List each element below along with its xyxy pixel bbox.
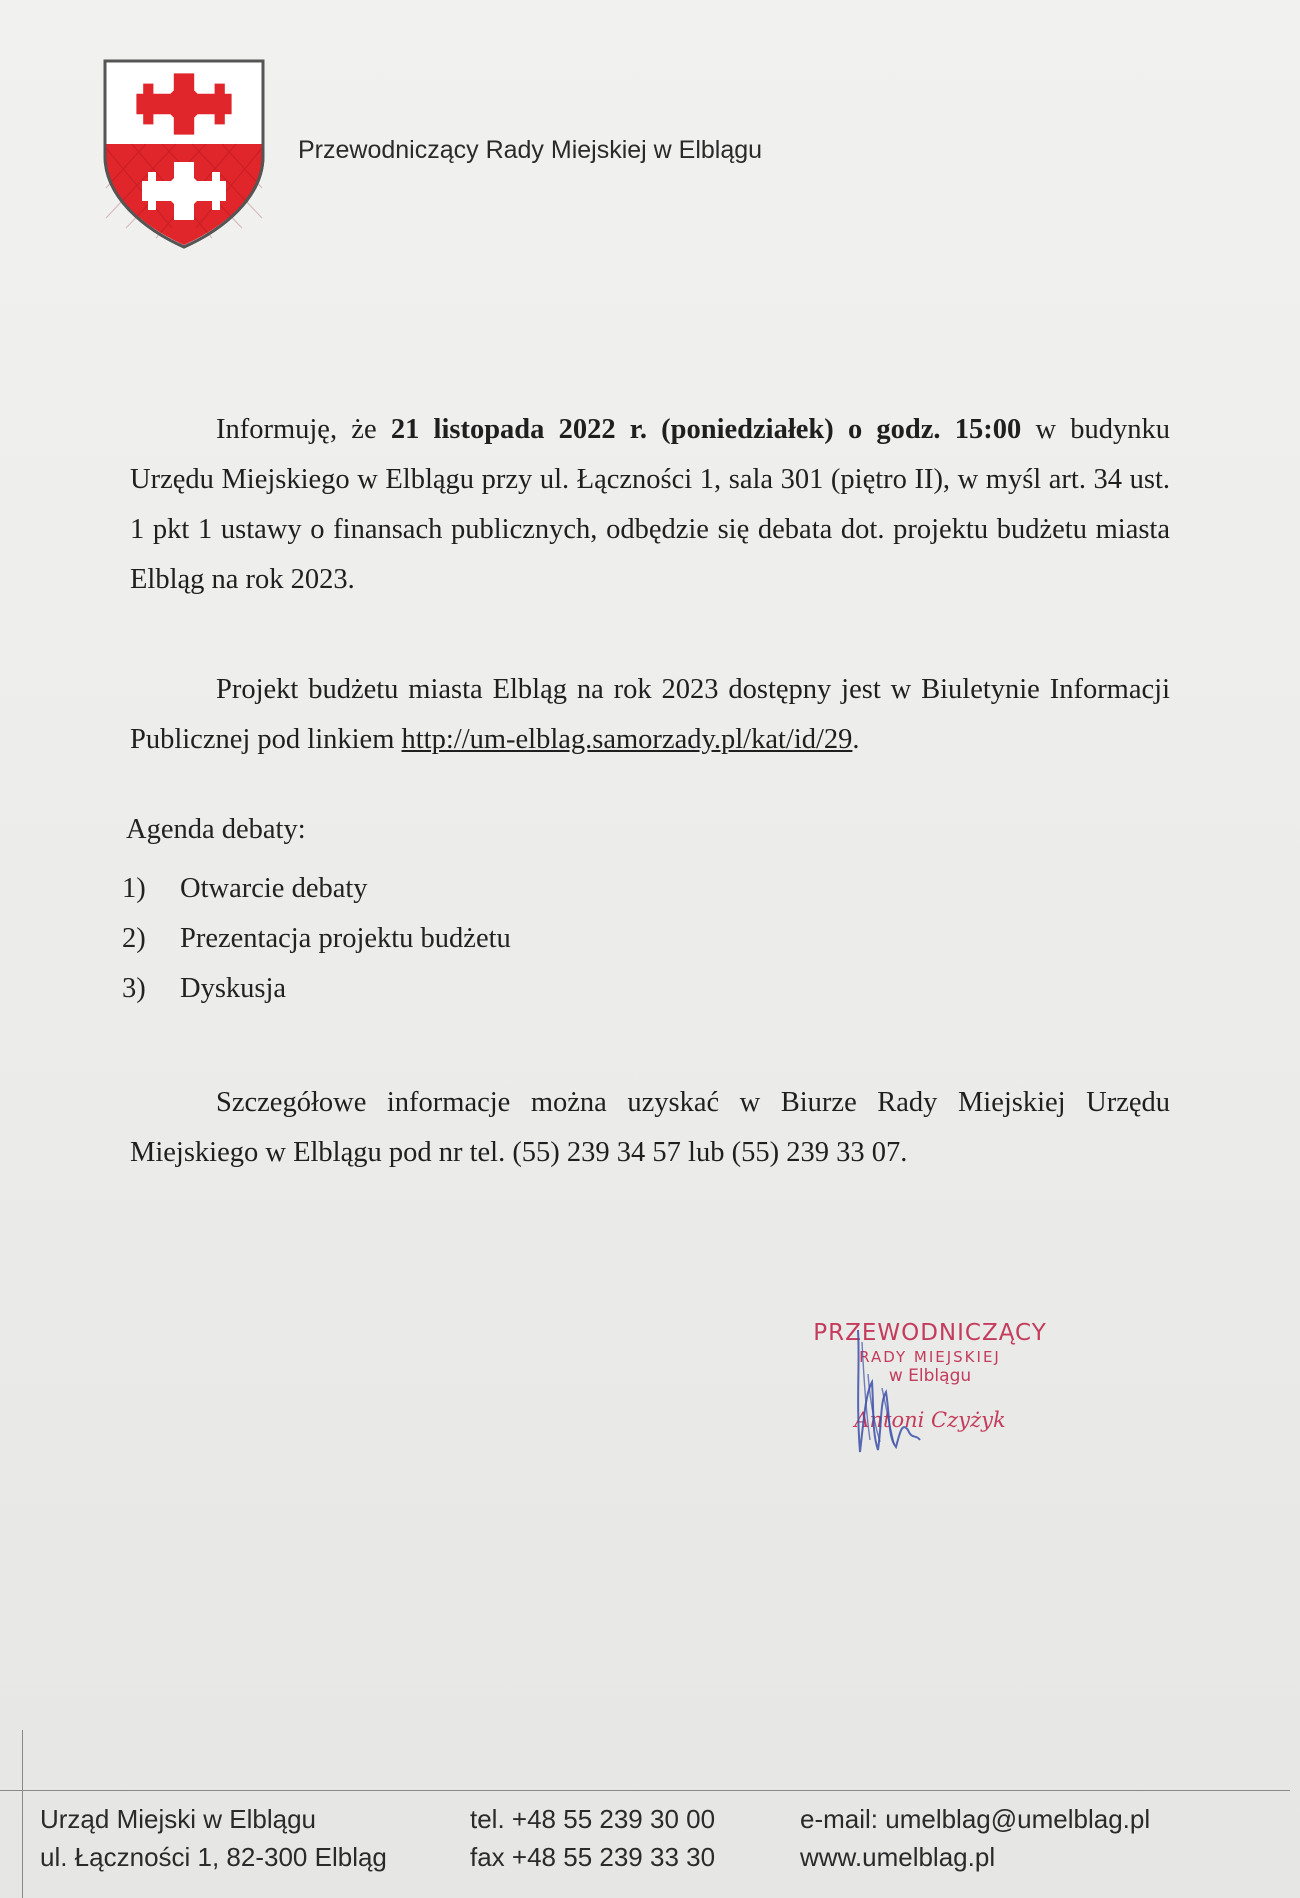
paragraph-budget-link bbox=[130, 665, 1170, 765]
paragraph3-text: Szczegółowe informacje można uzyskać w Biurze Rady Miejskiej Urzędu Miejskiego w Elblągu pod nr tel. (55) 239 34 57 lub (55) 239 33 07. bbox=[130, 1087, 1170, 1168]
footer-office: Urząd Miejski w Elblągu bbox=[40, 1804, 316, 1834]
footer-fax: fax +48 55 239 33 30 bbox=[470, 1842, 716, 1872]
agenda-item-label: Prezentacja projektu budżetu bbox=[180, 923, 511, 954]
stamp-name: Antoni Czyżyk bbox=[854, 1408, 1006, 1432]
footer-email[interactable]: e-mail: umelblag@umelblag.pl bbox=[800, 1804, 1151, 1834]
handwritten-signature-icon bbox=[820, 1322, 940, 1462]
paragraph1-rest: w budynku Urzędu Miejskiego w Elblągu przy ul. Łączności 1, sala 301 (piętro II), w myśl art. 34 ust. 1 pkt 1 ustawy o finansach publicznych, odbędzie się debata dot. projektu budżetu miasta Elbląg na rok 2023. bbox=[130, 414, 1171, 595]
footer-phones bbox=[470, 1800, 715, 1876]
agenda-item bbox=[122, 864, 511, 914]
stamp-council: RADY MIEJSKIEJ bbox=[859, 1348, 1001, 1366]
elblag-coat-of-arms-icon bbox=[102, 58, 266, 250]
bip-link[interactable]: http://um-elblag.samorzady.pl/kat/id/29 bbox=[401, 724, 853, 755]
header-title: Przewodniczący Rady Miejskiej w Elblągu bbox=[298, 136, 763, 164]
paragraph2-end: . bbox=[852, 724, 860, 755]
agenda-item-label: Dyskusja bbox=[180, 973, 287, 1004]
agenda-item bbox=[122, 964, 511, 1014]
footer-address bbox=[40, 1800, 387, 1876]
stamp-title: PRZEWODNICZĄCY bbox=[813, 1320, 1047, 1346]
footer-tel: tel. +48 55 239 30 00 bbox=[470, 1804, 716, 1834]
footer-street: ul. Łączności 1, 82-300 Elbląg bbox=[40, 1842, 387, 1872]
agenda-item-number: 2) bbox=[122, 923, 146, 954]
agenda-title: Agenda debaty: bbox=[126, 814, 306, 845]
paragraph1-date: 21 listopada 2022 r. (poniedziałek) o godz. 15:00 bbox=[390, 414, 1022, 445]
agenda-item-label: Otwarcie debaty bbox=[180, 873, 368, 904]
paragraph2-text: Projekt budżetu miasta Elbląg na rok 2023 dostępny jest w Biuletynie Informacji Publicznej pod linkiem bbox=[130, 674, 1170, 755]
agenda-item-number: 3) bbox=[122, 973, 146, 1004]
agenda-item bbox=[122, 914, 511, 964]
agenda-list bbox=[122, 864, 511, 1014]
footer-website[interactable]: www.umelblag.pl bbox=[800, 1842, 996, 1872]
stamp-city: w Elblągu bbox=[888, 1366, 972, 1386]
footer-divider bbox=[0, 1790, 1290, 1791]
agenda-item-number: 1) bbox=[122, 873, 146, 904]
footer-contact bbox=[800, 1800, 1150, 1876]
footer-divider-vertical bbox=[22, 1730, 23, 1898]
paragraph1-intro: Informuję, że bbox=[216, 414, 377, 445]
paragraph-contact bbox=[130, 1078, 1170, 1178]
paragraph-announcement bbox=[130, 405, 1170, 605]
